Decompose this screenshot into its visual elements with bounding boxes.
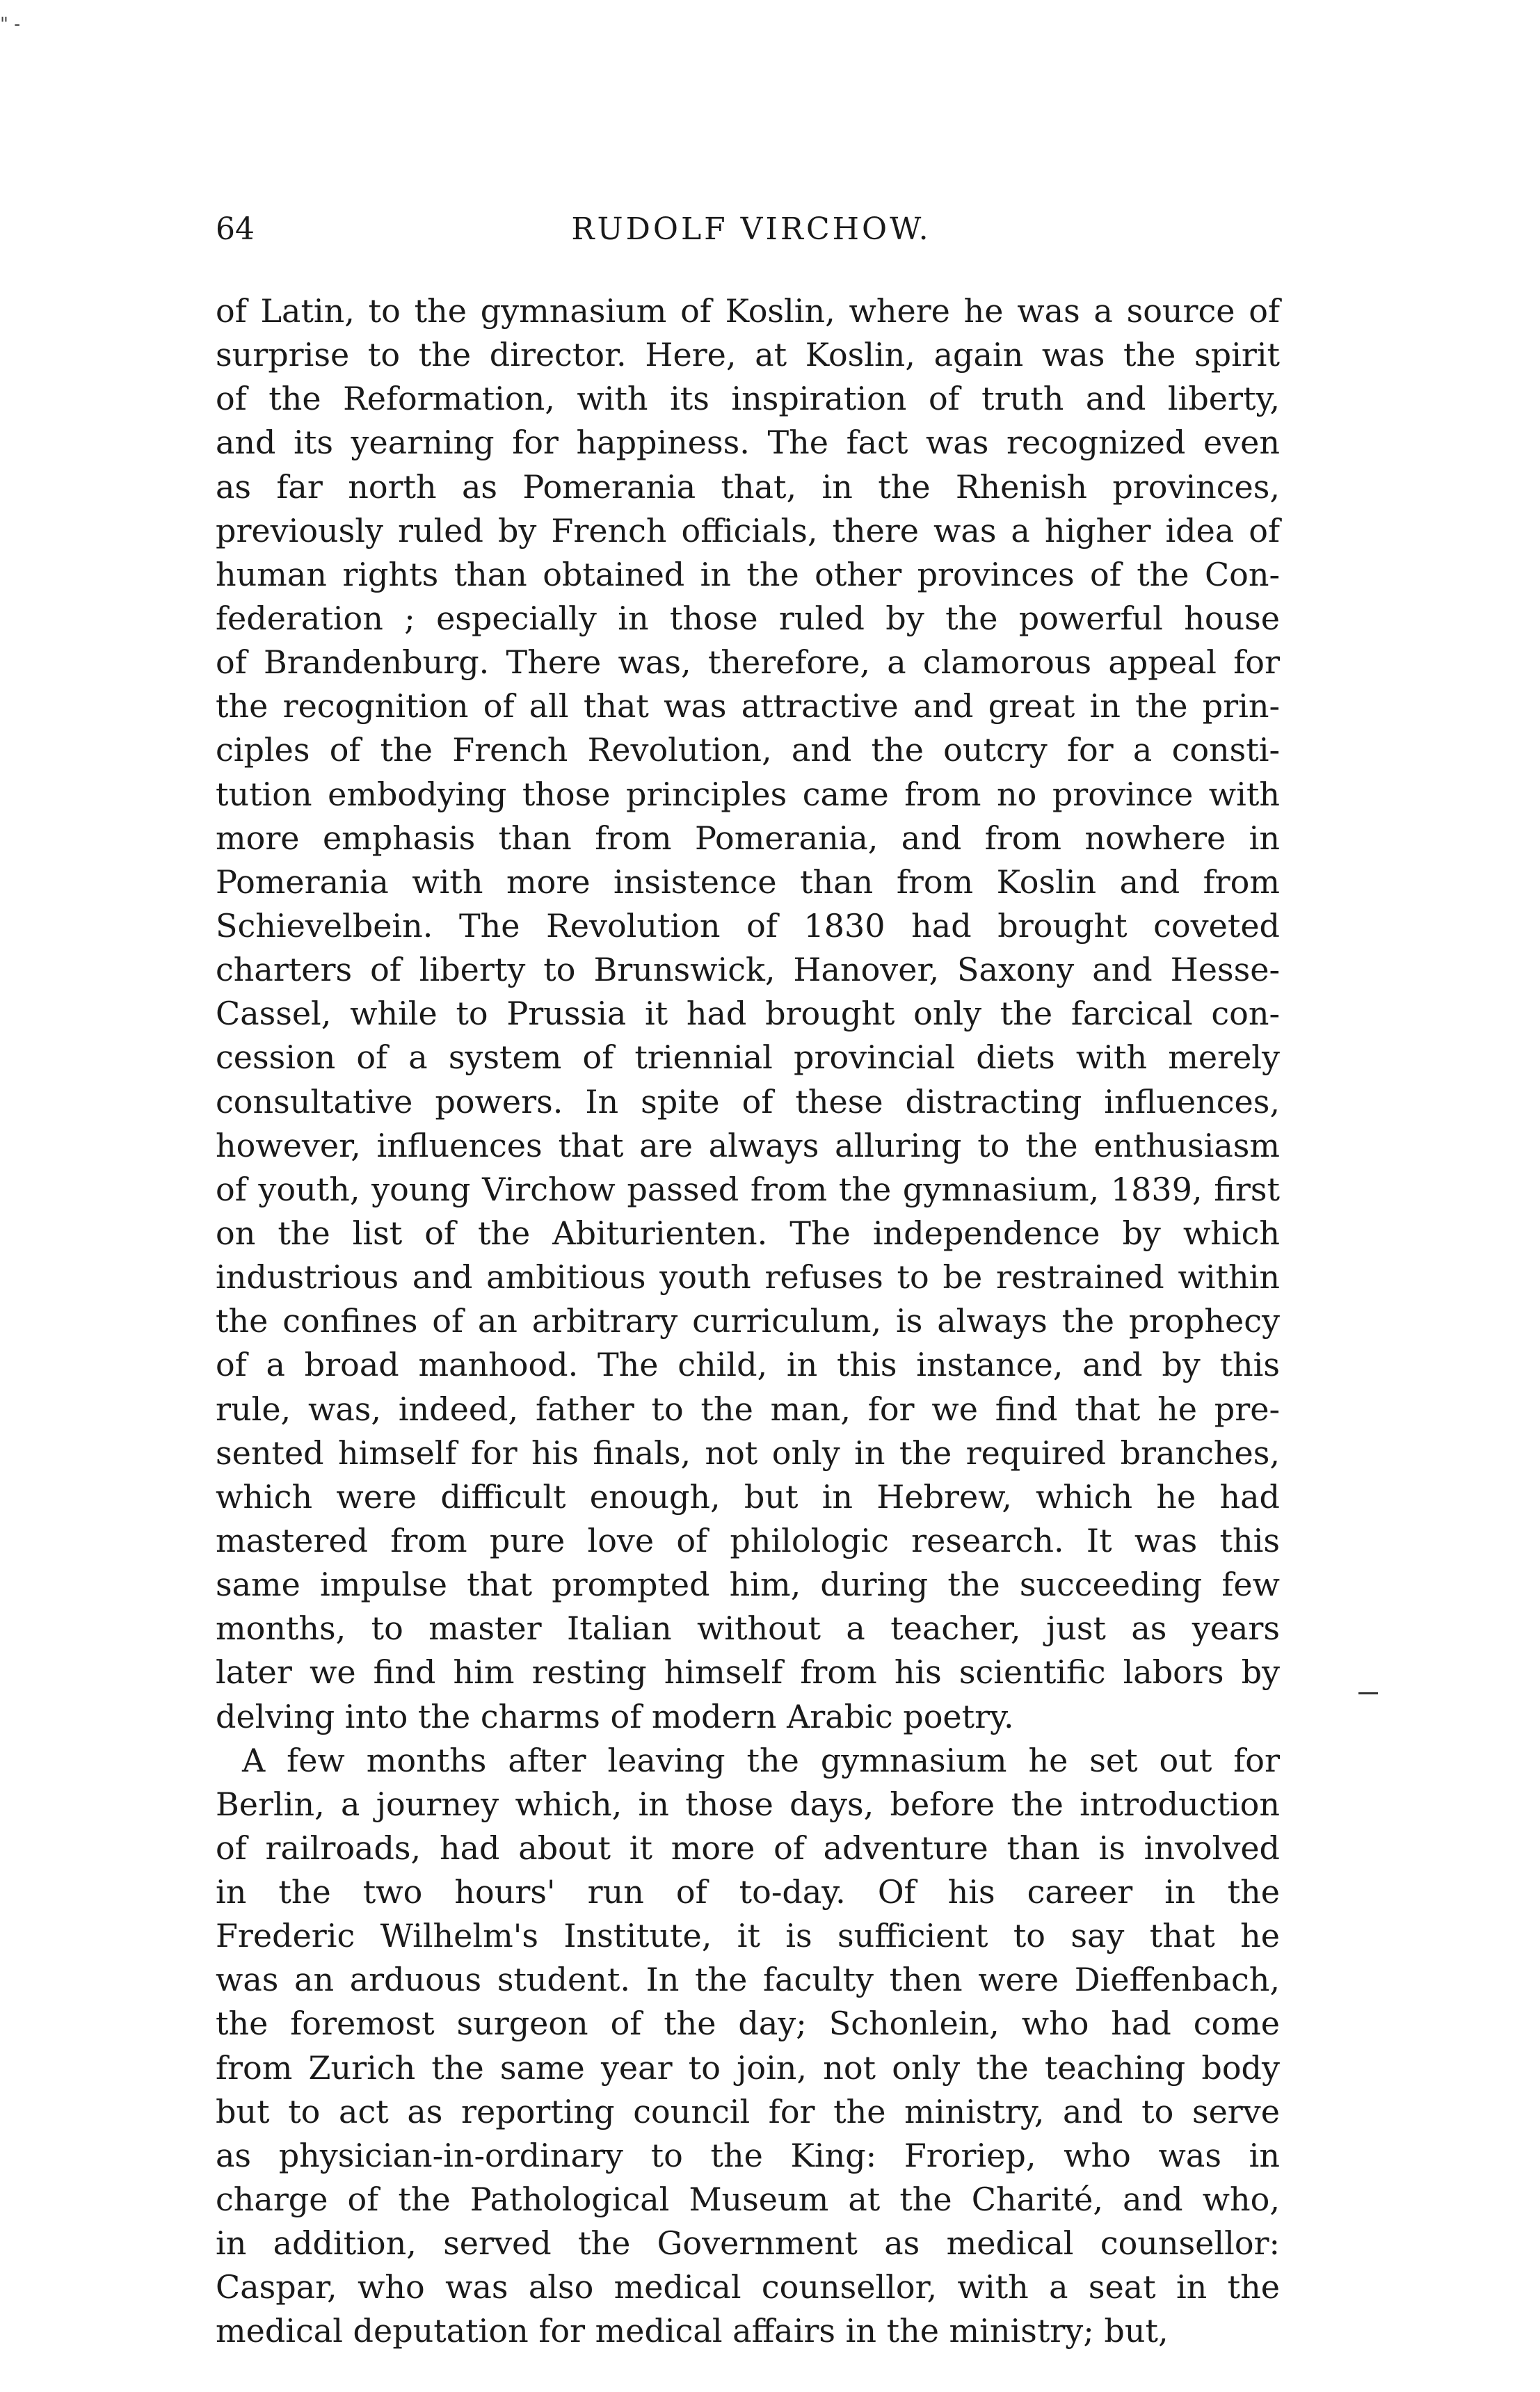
text-line: Frederic Wilhelm's Institute, it is sufficient to say that he — [216, 1917, 1280, 1955]
text-line: human rights than obtained in the other provinces of the Con- — [216, 555, 1280, 593]
text-line: of a broad manhood. The child, in this instance, and by this — [216, 1346, 1280, 1384]
running-head: RUDOLF VIRCHOW. — [571, 211, 931, 247]
page-number: 64 — [216, 211, 255, 247]
text-line: previously ruled by French officials, there was a higher idea of — [216, 511, 1280, 549]
text-line: however, influences that are always alluring to the enthusiasm — [216, 1126, 1280, 1164]
text-line: ciples of the French Revolution, and the outcry for a consti- — [216, 731, 1280, 769]
text-line: industrious and ambitious youth refuses to be restrained within — [216, 1258, 1280, 1297]
text-line: consultative powers. In spite of these distracting influences, — [216, 1082, 1280, 1121]
text-line: cession of a system of triennial provincial diets with merely — [216, 1038, 1280, 1077]
text-line: of Latin, to the gymnasium of Koslin, where he was a source of — [216, 292, 1280, 330]
text-line: in the two hours' run of to-day. Of his career in the — [216, 1873, 1280, 1911]
text-line: of railroads, had about it more of adventure than is involved — [216, 1829, 1280, 1867]
text-line: Caspar, who was also medical counsellor, with a seat in the — [216, 2268, 1280, 2306]
text-line: as far north as Pomerania that, in the Rhenish provinces, — [216, 467, 1280, 506]
text-line: charters of liberty to Brunswick, Hanover, Saxony and Hesse- — [216, 951, 1280, 989]
text-line: Berlin, a journey which, in those days, before the introduction — [216, 1785, 1280, 1823]
text-line: from Zurich the same year to join, not only the teaching body — [216, 2048, 1280, 2087]
margin-dash-mark — [1358, 1692, 1378, 1694]
text-line: tution embodying those principles came from no province with — [216, 775, 1280, 813]
text-line: as physician-in-ordinary to the King: Froriep, who was in — [216, 2136, 1280, 2174]
text-line: and its yearning for happiness. The fact was recognized even — [216, 424, 1280, 462]
text-line: months, to master Italian without a teacher, just as years — [216, 1610, 1280, 1648]
text-line: sented himself for his finals, not only in the required branches, — [216, 1434, 1280, 1472]
text-line: charge of the Pathological Museum at the Charité, and who, — [216, 2181, 1280, 2219]
text-line: delving into the charms of modern Arabic poetry. — [216, 1697, 1014, 1735]
text-line: the recognition of all that was attractive and great in the prin- — [216, 687, 1280, 725]
text-line: A few months after leaving the gymnasium he set out for — [242, 1741, 1280, 1779]
text-line: more emphasis than from Pomerania, and from nowhere in — [216, 819, 1280, 857]
text-line: the foremost surgeon of the day; Schonlein, who had come — [216, 2005, 1280, 2043]
text-line: but to act as reporting council for the ministry, and to serve — [216, 2092, 1280, 2130]
text-line: later we find him resting himself from his scientific labors by — [216, 1653, 1280, 1692]
text-line: of the Reformation, with its inspiration of truth and liberty, — [216, 380, 1280, 418]
page-header — [216, 209, 1287, 250]
text-line: of Brandenburg. There was, therefore, a clamorous appeal for — [216, 643, 1280, 682]
text-line: on the list of the Abiturienten. The independence by which — [216, 1214, 1280, 1252]
text-line: which were difficult enough, but in Hebrew, which he had — [216, 1477, 1280, 1516]
text-line: federation ; especially in those ruled by the powerful house — [216, 599, 1280, 637]
corner-scan-mark: " - — [0, 14, 21, 35]
text-line: medical deputation for medical affairs in the ministry; but, — [216, 2312, 1169, 2350]
body-text — [216, 289, 1280, 2354]
text-line: mastered from pure love of philologic research. It was this — [216, 1521, 1280, 1559]
text-line: rule, was, indeed, father to the man, for we find that he pre- — [216, 1390, 1280, 1428]
text-line: was an arduous student. In the faculty then were Dieffenbach, — [216, 1961, 1280, 1999]
text-line: Schievelbein. The Revolution of 1830 had brought coveted — [216, 906, 1280, 945]
text-line: Pomerania with more insistence than from Koslin and from — [216, 862, 1280, 901]
text-line: surprise to the director. Here, at Koslin, again was the spirit — [216, 336, 1280, 374]
text-line: of youth, young Virchow passed from the gymnasium, 1839, first — [216, 1170, 1280, 1208]
text-line: in addition, served the Government as medical counsellor: — [216, 2224, 1280, 2263]
text-line: Cassel, while to Prussia it had brought only the farcical con- — [216, 995, 1280, 1033]
text-line: the confines of an arbitrary curriculum, is always the prophecy — [216, 1302, 1280, 1340]
text-line: same impulse that prompted him, during the succeeding few — [216, 1566, 1280, 1604]
